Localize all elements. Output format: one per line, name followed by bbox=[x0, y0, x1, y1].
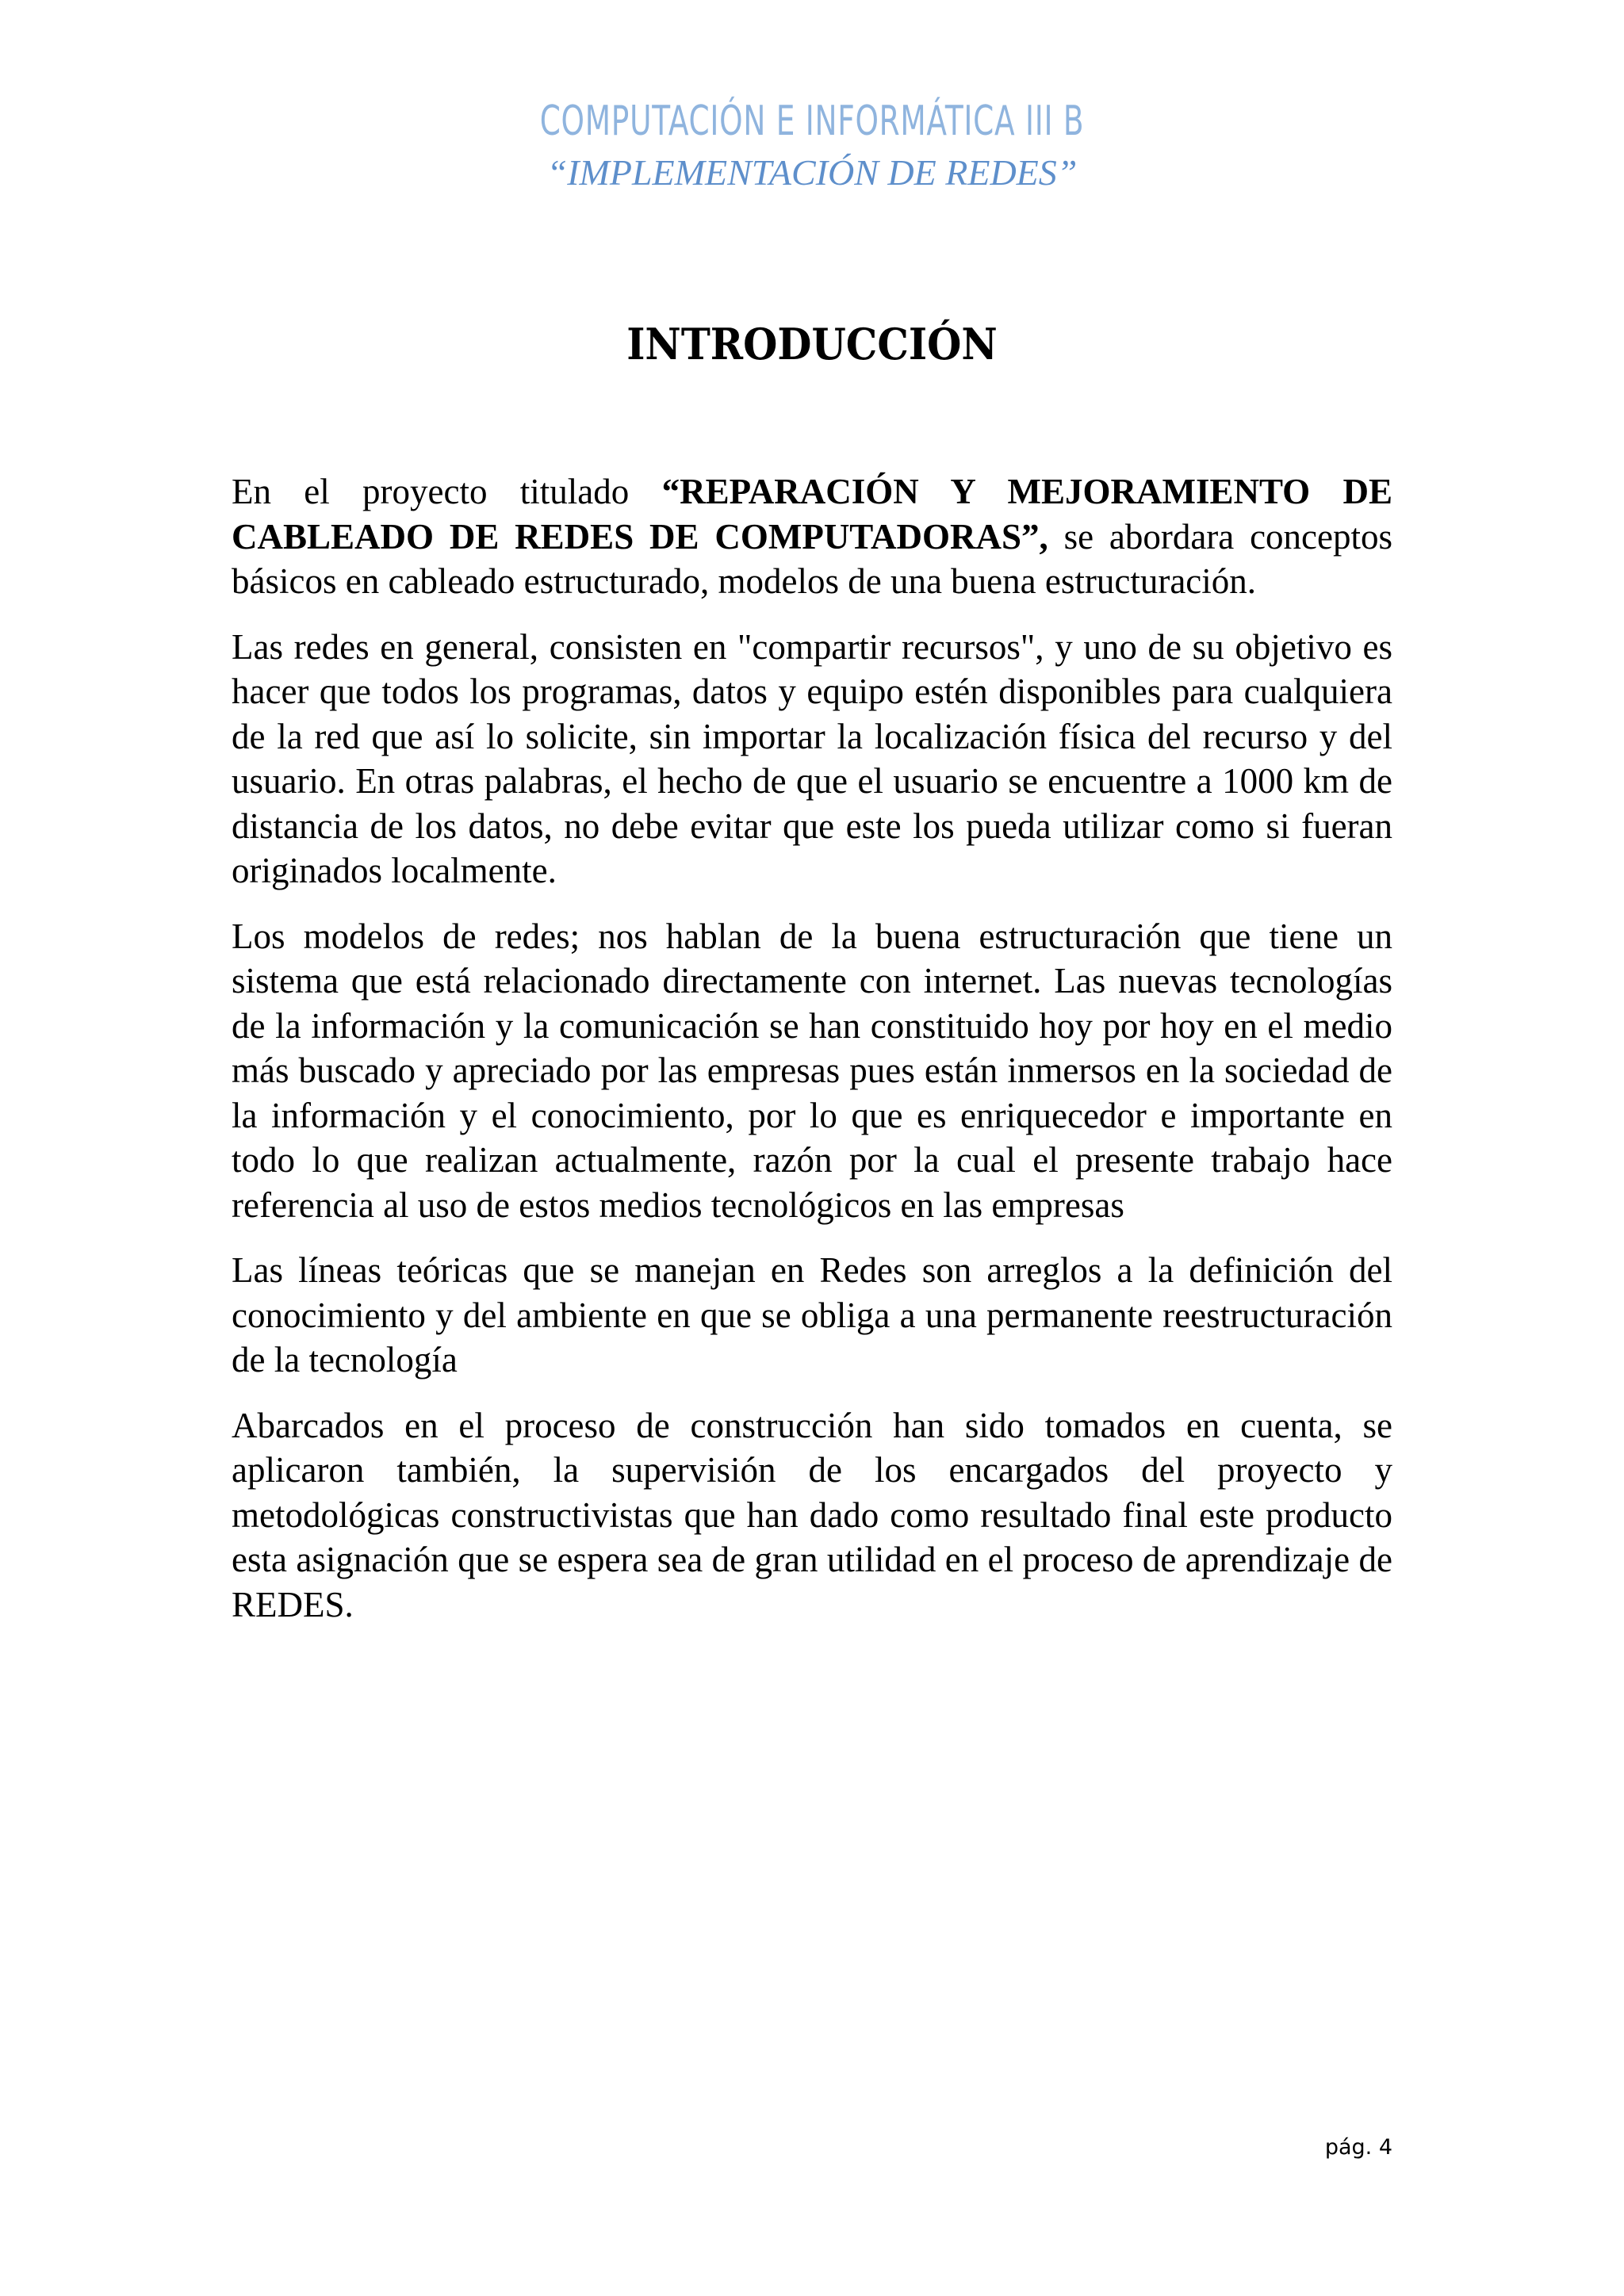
body-text bbox=[232, 469, 1392, 1647]
paragraph-1-lead: En el proyecto titulado bbox=[232, 472, 662, 511]
paragraph-4: Las líneas teóricas que se manejan en Redes son arreglos a la definición del conocimiento y del ambiente en que se obliga a una permanente reestructuración de la tecnología bbox=[232, 1250, 1392, 1380]
paragraph-3: Los modelos de redes; nos hablan de la buena estructuración que tiene un sistema que está relacionado directamente con internet. Las nuevas tecnologías de la información y la comunicación se han constituido hoy por hoy en el medio más buscado y apreciado por las empresas pues están inmersos en la sociedad de la información y el conocimiento, por lo que es enriquecedor e importante en todo lo que realizan actualmente, razón por la cual el presente trabajo hace referencia al uso de estos medios tecnológicos en las empresas bbox=[232, 916, 1392, 1225]
paragraph-5: Abarcados en el proceso de construcción han sido tomados en cuenta, se aplicaron también, la supervisión de los encargados del proyecto y metodológicas constructivistas que han dado como resultado final este producto esta asignación que se espera sea de gran utilidad en el proceso de aprendizaje de REDES. bbox=[232, 1405, 1392, 1624]
page-title: INTRODUCCIÓN bbox=[626, 319, 998, 369]
paragraph-1 bbox=[232, 469, 1392, 604]
paragraph-1-rest: se abordara conceptos básicos en cableado estructurado, modelos de una buena estructuración. bbox=[232, 516, 1393, 601]
project-title: “REPARACIÓN Y MEJORAMIENTO DE CABLEADO DE REDES DE COMPUTADORAS”, bbox=[232, 472, 1392, 557]
page-header bbox=[0, 94, 1624, 197]
page-number: pág. 4 bbox=[1324, 2135, 1392, 2160]
header-subtitle: “IMPLEMENTACIÓN DE REDES” bbox=[546, 152, 1078, 193]
paragraph-2: Las redes en general, consisten en "compartir recursos", y uno de su objetivo es hacer que todos los programas, datos y equipo estén disponibles para cualquiera de la red que así lo solicite, sin importar la localización física del recurso y del usuario. En otras palabras, el hecho de que el usuario se encuentre a 1000 km de distancia de los datos, no debe evitar que este los pueda utilizar como si fueran originados localmente. bbox=[232, 626, 1392, 890]
header-course-title: COMPUTACIÓN E INFORMÁTICA III B bbox=[539, 98, 1085, 145]
